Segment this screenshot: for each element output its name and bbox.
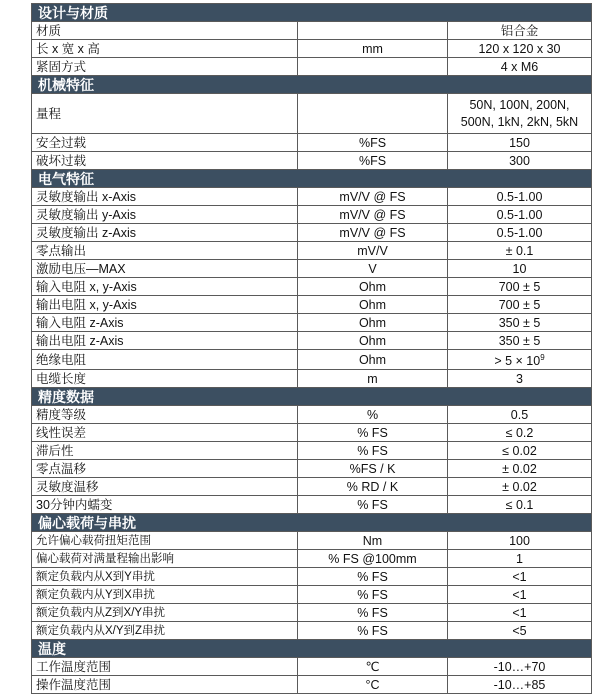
spec-row <box>32 40 592 58</box>
spec-unit: °C <box>298 676 448 694</box>
section-title: 精度数据 <box>32 388 592 406</box>
spec-unit: % FS @100mm <box>298 550 448 568</box>
section-header <box>32 170 592 188</box>
spec-unit: ℃ <box>298 658 448 676</box>
spec-value <box>448 406 592 424</box>
spec-value-text: 0.5 <box>510 407 529 422</box>
spec-value-text: 0.5-1.00 <box>496 189 543 204</box>
spec-value-text: 3 <box>516 371 523 386</box>
spec-value <box>448 676 592 694</box>
spec-unit <box>298 58 448 76</box>
spec-value <box>448 478 592 496</box>
spec-unit: % FS <box>298 424 448 442</box>
spec-value <box>448 278 592 296</box>
section-title: 温度 <box>32 640 592 658</box>
spec-row <box>32 370 592 388</box>
spec-value-text: 700 ± 5 <box>498 297 541 312</box>
spec-name: 电缆长度 <box>32 370 298 388</box>
spec-unit: %FS / K <box>298 460 448 478</box>
spec-row <box>32 350 592 370</box>
spec-value <box>448 94 592 134</box>
spec-unit: %FS <box>298 134 448 152</box>
spec-row <box>32 586 592 604</box>
spec-name: 工作温度范围 <box>32 658 298 676</box>
spec-value-text: <1 <box>512 587 527 602</box>
spec-unit: % FS <box>298 496 448 514</box>
spec-value-text: <5 <box>512 623 527 638</box>
spec-row <box>32 406 592 424</box>
spec-value <box>448 224 592 242</box>
spec-name: 输出电阻 x, y-Axis <box>32 296 298 314</box>
section-title: 设计与材质 <box>32 4 592 22</box>
spec-value-text: ≤ 0.02 <box>502 443 537 458</box>
spec-value <box>448 332 592 350</box>
spec-name: 30分钟内蠕变 <box>32 496 298 514</box>
spec-row <box>32 332 592 350</box>
spec-value-text: 50N, 100N, 200N, 500N, 1kN, 2kN, 5kN <box>460 97 579 129</box>
spec-unit: % FS <box>298 586 448 604</box>
spec-value-text: 1 <box>516 551 523 566</box>
spec-unit: mV/V @ FS <box>298 224 448 242</box>
spec-unit: Ohm <box>298 332 448 350</box>
spec-row <box>32 188 592 206</box>
spec-value <box>448 58 592 76</box>
spec-value <box>448 604 592 622</box>
spec-unit: Ohm <box>298 350 448 370</box>
spec-unit <box>298 22 448 40</box>
spec-unit: mm <box>298 40 448 58</box>
spec-value <box>448 442 592 460</box>
spec-value-text: -10…+85 <box>493 677 546 692</box>
spec-name: 允许偏心载荷扭矩范围 <box>32 532 298 550</box>
spec-row <box>32 296 592 314</box>
section-header <box>32 514 592 532</box>
spec-unit: Nm <box>298 532 448 550</box>
spec-row <box>32 58 592 76</box>
spec-row <box>32 622 592 640</box>
spec-value-text: 300 <box>509 153 530 168</box>
spec-value-text: ± 0.1 <box>505 243 534 258</box>
spec-value <box>448 658 592 676</box>
spec-name: 破坏过载 <box>32 152 298 170</box>
spec-value-text: 10 <box>512 261 527 276</box>
spec-name: 安全过载 <box>32 134 298 152</box>
spec-row <box>32 658 592 676</box>
spec-value-text: ± 0.02 <box>502 461 537 476</box>
spec-name: 操作温度范围 <box>32 676 298 694</box>
spec-unit: mV/V @ FS <box>298 188 448 206</box>
spec-value-text: 350 ± 5 <box>498 333 541 348</box>
spec-table <box>31 3 592 694</box>
spec-value-exponent: 9 <box>540 353 545 362</box>
spec-unit: mV/V @ FS <box>298 206 448 224</box>
spec-row <box>32 676 592 694</box>
spec-row <box>32 94 592 134</box>
spec-value <box>448 550 592 568</box>
spec-unit: % FS <box>298 568 448 586</box>
spec-unit: V <box>298 260 448 278</box>
spec-name: 输出电阻 z-Axis <box>32 332 298 350</box>
spec-value-text: ≤ 0.2 <box>505 425 534 440</box>
spec-row <box>32 314 592 332</box>
spec-name: 额定负载内从Y到X串扰 <box>32 586 298 604</box>
spec-name: 零点输出 <box>32 242 298 260</box>
spec-value-text: 120 x 120 x 30 <box>478 41 561 56</box>
spec-value-text: 150 <box>509 135 530 150</box>
spec-value <box>448 532 592 550</box>
spec-name: 紧固方式 <box>32 58 298 76</box>
spec-value <box>448 622 592 640</box>
spec-unit: m <box>298 370 448 388</box>
spec-row <box>32 442 592 460</box>
spec-value <box>448 496 592 514</box>
spec-unit <box>298 94 448 134</box>
spec-value-text: > 5 × 10 <box>494 354 541 368</box>
spec-unit: % FS <box>298 604 448 622</box>
spec-unit: mV/V <box>298 242 448 260</box>
spec-value <box>448 188 592 206</box>
spec-value <box>448 296 592 314</box>
spec-unit: %FS <box>298 152 448 170</box>
spec-value-text: <1 <box>512 605 527 620</box>
spec-value <box>448 242 592 260</box>
spec-name: 灵敏度温移 <box>32 478 298 496</box>
section-header <box>32 388 592 406</box>
spec-value <box>448 424 592 442</box>
spec-name: 零点温移 <box>32 460 298 478</box>
spec-row <box>32 460 592 478</box>
spec-value-text: 100 <box>509 533 530 548</box>
spec-row <box>32 496 592 514</box>
spec-unit: % RD / K <box>298 478 448 496</box>
spec-unit: Ohm <box>298 314 448 332</box>
spec-row <box>32 604 592 622</box>
section-title: 电气特征 <box>32 170 592 188</box>
spec-name: 偏心载荷对满量程输出影响 <box>32 550 298 568</box>
spec-value <box>448 22 592 40</box>
spec-value-text: 700 ± 5 <box>498 279 541 294</box>
spec-name: 灵敏度输出 x-Axis <box>32 188 298 206</box>
spec-row <box>32 152 592 170</box>
spec-value-text: 0.5-1.00 <box>496 207 543 222</box>
spec-row <box>32 532 592 550</box>
spec-row <box>32 478 592 496</box>
spec-value-text: 0.5-1.00 <box>496 225 543 240</box>
spec-name: 额定负载内从X/Y到Z串扰 <box>32 622 298 640</box>
spec-row <box>32 424 592 442</box>
spec-name: 输入电阻 z-Axis <box>32 314 298 332</box>
spec-row <box>32 134 592 152</box>
spec-value <box>448 40 592 58</box>
spec-row <box>32 278 592 296</box>
spec-name: 线性误差 <box>32 424 298 442</box>
spec-name: 绝缘电阻 <box>32 350 298 370</box>
spec-row <box>32 242 592 260</box>
spec-name: 输入电阻 x, y-Axis <box>32 278 298 296</box>
spec-name: 额定负载内从X到Y串扰 <box>32 568 298 586</box>
spec-value-text: 铝合金 <box>500 23 539 38</box>
spec-value-text: 4 x M6 <box>500 59 539 74</box>
section-header <box>32 76 592 94</box>
spec-name: 精度等级 <box>32 406 298 424</box>
spec-row <box>32 568 592 586</box>
spec-value-text: -10…+70 <box>493 659 546 674</box>
section-header <box>32 640 592 658</box>
section-title: 偏心载荷与串扰 <box>32 514 592 532</box>
spec-value-text: <1 <box>512 569 527 584</box>
spec-name: 额定负载内从Z到X/Y串扰 <box>32 604 298 622</box>
spec-unit: % FS <box>298 622 448 640</box>
spec-name: 材质 <box>32 22 298 40</box>
spec-value <box>448 568 592 586</box>
spec-value-text: 350 ± 5 <box>498 315 541 330</box>
spec-value <box>448 206 592 224</box>
spec-value-text: ≤ 0.1 <box>505 497 534 512</box>
spec-name: 量程 <box>32 94 298 134</box>
spec-value <box>448 314 592 332</box>
spec-name: 灵敏度输出 z-Axis <box>32 224 298 242</box>
spec-row <box>32 224 592 242</box>
spec-value <box>448 586 592 604</box>
spec-name: 长 x 宽 x 高 <box>32 40 298 58</box>
section-header <box>32 4 592 22</box>
spec-row <box>32 550 592 568</box>
spec-unit: % <box>298 406 448 424</box>
spec-row <box>32 206 592 224</box>
spec-value-text: ± 0.02 <box>502 479 537 494</box>
spec-value <box>448 370 592 388</box>
spec-name: 灵敏度输出 y-Axis <box>32 206 298 224</box>
spec-unit: Ohm <box>298 278 448 296</box>
spec-row <box>32 260 592 278</box>
spec-value <box>448 260 592 278</box>
spec-unit: % FS <box>298 442 448 460</box>
spec-unit: Ohm <box>298 296 448 314</box>
spec-value <box>448 350 592 370</box>
spec-table-body <box>32 4 592 694</box>
spec-row <box>32 22 592 40</box>
section-title: 机械特征 <box>32 76 592 94</box>
spec-value <box>448 460 592 478</box>
spec-name: 激励电压—MAX <box>32 260 298 278</box>
spec-value <box>448 134 592 152</box>
spec-name: 滞后性 <box>32 442 298 460</box>
spec-value <box>448 152 592 170</box>
